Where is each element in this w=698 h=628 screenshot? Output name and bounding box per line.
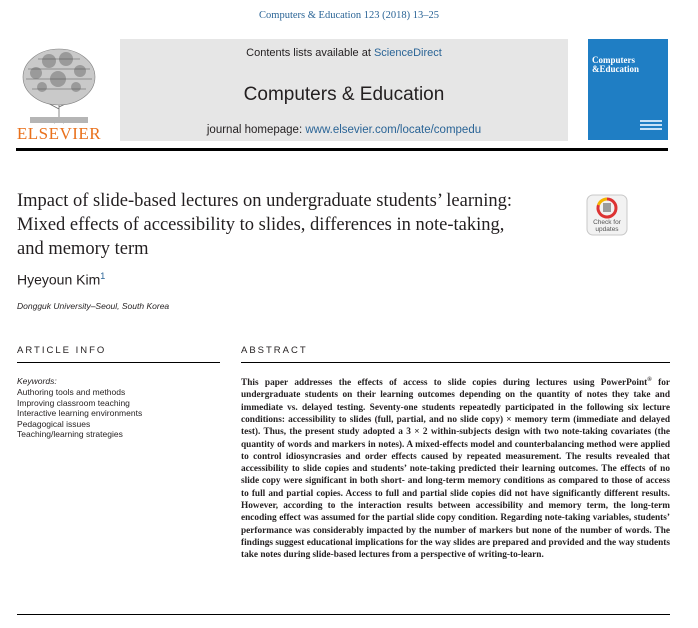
check-for-updates-label[interactable]: Check for updates xyxy=(593,219,621,233)
header-rule xyxy=(16,148,668,151)
journal-name: Computers & Education xyxy=(243,84,445,105)
article-title: Impact of slide-based lectures on undergraduate students’ learning: Mixed effects of accessibility to slides, differences in note-taking, and memory term xyxy=(17,191,513,259)
keywords-list xyxy=(17,387,142,440)
abstract-text: This paper addresses the effects of access to slide copies during lectures using PowerPoint® for undergraduate students on their learning outcomes depending on the quantity of notes they take and immediate vs. delayed testing. Seventy-one students repeatedly participated in the following six lecture conditions: accessibility to slides (full, partial, and no slide copy) × memory term (immediate and delayed test). Thus, the present study adopted a 3 × 2 within-subjects design with two note-taking covariates (the quantity of words and markers in notes). A mixed-effects model and counterbalancing method were applied to control idiosyncrasies and order effects caused by repeated measurement. The results revealed that accessibility to slide copies and students’ note-taking predicted their learning outcomes. The effects of no slide copy were significant in both short- and long-term memory conditions as compared to those of access to full and partial copies. Access to full and partial slide copies did not have significantly different results. However, according to the interaction results between accessibility and memory term, the long-term encoding effect was assumed for the partial slide copy condition. Regarding note-taking variables, students’ performance was considerably impacted by the number of markers but none of the number of words. The findings suggest educational implications for the way slides are prepared and provided and the way students take notes during slide-based lectures from a perspective of writing-to-learn. xyxy=(241,377,670,561)
author-footnote-marker[interactable]: 1 xyxy=(100,271,106,281)
cover-title: Computers &Education xyxy=(592,55,640,74)
keywords-heading: Keywords: xyxy=(17,376,57,386)
contents-prefix: Contents lists available at xyxy=(246,47,374,59)
article-info-rule xyxy=(17,362,220,363)
sciencedirect-link[interactable]: ScienceDirect xyxy=(373,47,442,59)
keyword-item: Improving classroom teaching xyxy=(17,397,130,408)
keyword-item: Teaching/learning strategies xyxy=(17,429,123,440)
abstract-top-rule xyxy=(241,362,670,363)
keyword-item: Interactive learning environments xyxy=(17,408,143,419)
journal-reference[interactable]: Computers & Education 123 (2018) 13–25 xyxy=(259,10,439,21)
contents-line xyxy=(120,47,568,59)
elsevier-wordmark: ELSEVIER xyxy=(16,124,102,143)
keyword-item: Authoring tools and methods xyxy=(17,387,126,397)
article-info-heading: ARTICLE INFO xyxy=(17,345,107,356)
abstract-heading: ABSTRACT xyxy=(241,345,308,356)
journal-homepage xyxy=(120,124,568,136)
keyword-item: Pedagogical issues xyxy=(17,418,91,429)
cover-decoration xyxy=(640,120,662,132)
abstract-bottom-rule xyxy=(17,614,670,615)
homepage-link[interactable]: www.elsevier.com/locate/compedu xyxy=(305,124,482,136)
author-name[interactable]: Hyeyoun Kim$^1$ xyxy=(17,271,106,288)
author-affiliation: Dongguk University–Seoul, South Korea xyxy=(17,301,170,311)
homepage-prefix: journal homepage: xyxy=(206,124,306,136)
